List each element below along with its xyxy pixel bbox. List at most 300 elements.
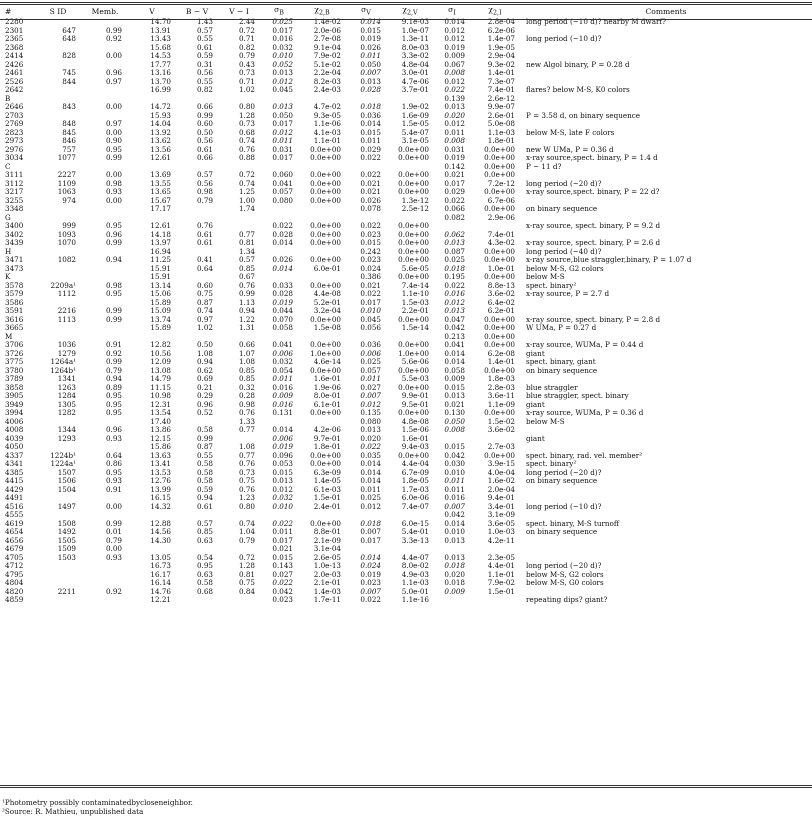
- cell-chi-b: 0.0e+00: [310, 187, 341, 197]
- cell-sid: 1505: [57, 535, 76, 545]
- cell-chi-v: 4.8e-08: [401, 416, 429, 426]
- cell-memb: 0.91: [105, 340, 122, 350]
- cell-number: H: [5, 246, 12, 256]
- cell-sid: 1264a¹: [50, 357, 76, 367]
- cell-v-i: 0.68: [238, 127, 255, 137]
- cell-chi-v: 2.2e-01: [401, 306, 429, 316]
- cell-chi-b: 2.0e-06: [313, 25, 341, 35]
- cell-chi-v: 0.0e+00: [398, 365, 429, 375]
- cell-memb: 0.00: [105, 501, 122, 511]
- cell-comment: flares? below M-S, K0 colors: [526, 85, 630, 95]
- cell-b-v: 0.97: [196, 314, 213, 324]
- cell-comment: giant: [526, 433, 545, 443]
- cell-chi-b: 2.6e-05: [313, 552, 341, 562]
- cell-number: 4656: [5, 535, 24, 545]
- cell-sigma-i: 0.022: [444, 195, 465, 205]
- cell-memb: 0.92: [105, 586, 122, 596]
- cell-b-v: 0.95: [196, 561, 213, 571]
- cell-sigma-b: 0.022: [272, 518, 293, 528]
- cell-sigma-b: 0.057: [272, 187, 293, 197]
- cell-sigma-b: 0.054: [272, 365, 293, 375]
- cell-chi-b: 8.2e-03: [313, 76, 341, 86]
- cell-chi-v: 4.8e-04: [401, 59, 429, 69]
- cell-v: 12.61: [150, 221, 171, 231]
- cell-v: 13.54: [150, 408, 171, 418]
- cell-chi-i: 6.4e-02: [487, 297, 515, 307]
- cell-sigma-i: 0.058: [444, 365, 465, 375]
- cell-v-i: 0.74: [238, 136, 255, 146]
- cell-comment: P ~ 11 d?: [526, 161, 562, 171]
- cell-sigma-v: 0.011: [360, 484, 381, 494]
- cell-comment: blue straggler: [526, 382, 578, 392]
- cell-sigma-i: 0.007: [444, 501, 465, 511]
- cell-sigma-b: 0.016: [272, 382, 293, 392]
- cell-v: 12.21: [150, 595, 171, 605]
- cell-chi-i: 3.9e-15: [487, 459, 515, 469]
- cell-chi-i: 0.0e+00: [484, 161, 515, 171]
- cell-number: 2703: [5, 110, 24, 120]
- cell-sigma-i: 0.067: [444, 59, 465, 69]
- cell-sigma-i: 0.014: [444, 518, 465, 528]
- cell-sigma-b: 0.022: [272, 578, 293, 588]
- cell-chi-v: 0.0e+00: [398, 340, 429, 350]
- cell-number: 4795: [5, 569, 24, 579]
- cell-memb: 0.00: [105, 170, 122, 180]
- cell-b-v: 0.58: [196, 459, 213, 469]
- cell-number: 2301: [5, 25, 24, 35]
- cell-memb: 0.99: [105, 314, 122, 324]
- cell-sigma-i: 0.008: [444, 68, 465, 78]
- cell-sigma-v: 0.024: [360, 561, 381, 571]
- cell-sigma-b: 0.042: [272, 586, 293, 596]
- cell-v-i: 1.25: [238, 187, 255, 197]
- cell-v-i: 1.22: [238, 314, 255, 324]
- cell-chi-i: 2.6e-12: [487, 93, 515, 103]
- cell-sid: 2211: [57, 586, 76, 596]
- cell-chi-i: 7.3e-07: [487, 76, 515, 86]
- cell-comment: long period (~40 d)?: [526, 246, 602, 256]
- cell-memb: 0.97: [105, 76, 122, 86]
- cell-sigma-b: 0.045: [272, 85, 293, 95]
- cell-memb: [82, 596, 128, 605]
- cell-chi-v: 9.9e-01: [401, 391, 429, 401]
- cell-b-v: 0.76: [196, 221, 213, 231]
- cell-chi-v: 0.0e+00: [398, 408, 429, 418]
- cell-b-v: 0.59: [196, 51, 213, 61]
- cell-memb: 0.95: [105, 144, 122, 154]
- cell-chi-b: 0.0e+00: [310, 280, 341, 290]
- cell-number: 4712: [5, 561, 24, 571]
- cell-number: 4039: [5, 433, 24, 443]
- cell-sigma-v: 0.011: [360, 51, 381, 61]
- cell-sigma-b: 0.052: [272, 59, 293, 69]
- cell-number: 4429: [5, 484, 24, 494]
- cell-chi-i: 7.4e-01: [487, 229, 515, 239]
- cell-chi-b: 0.0e+00: [310, 314, 341, 324]
- cell-v-i: 0.76: [238, 144, 255, 154]
- cell-v: 10.98: [150, 391, 171, 401]
- cell-sigma-i: 0.013: [444, 391, 465, 401]
- cell-memb: 0.99: [105, 238, 122, 248]
- cell-number: 2368: [5, 42, 24, 52]
- cell-number: 4679: [5, 544, 24, 554]
- cell-chi-b: 1.0e-13: [313, 561, 341, 571]
- cell-v: 13.92: [150, 127, 171, 137]
- cell-v-i: [218, 596, 260, 605]
- cell-chi-i: 9.4e-01: [487, 493, 515, 503]
- cell-sid: [34, 205, 82, 214]
- cell-v-i: 0.85: [238, 263, 255, 273]
- cell-sigma-b: 0.016: [272, 34, 293, 44]
- cell-chi-i: 6.2e-06: [487, 25, 515, 35]
- cell-memb: 0.00: [105, 127, 122, 137]
- cell-sigma-v: 0.036: [360, 110, 381, 120]
- cell-sigma-v: 0.022: [360, 153, 381, 163]
- cell-sid: 845: [62, 127, 76, 137]
- cell-sigma-v: 0.023: [360, 229, 381, 239]
- col-b-v: B − V: [185, 6, 209, 16]
- cell-v-i: 0.73: [238, 467, 255, 477]
- cell-chi-b: 5.1e-02: [313, 59, 341, 69]
- cell-b-v: 0.60: [196, 119, 213, 129]
- cell-number: 2646: [5, 102, 24, 112]
- cell-sigma-v: 0.057: [360, 365, 381, 375]
- cell-b-v: 0.61: [196, 144, 213, 154]
- cell-chi-b: 1.5e-08: [313, 323, 341, 333]
- cell-sigma-b: 0.031: [272, 144, 293, 154]
- col-number: #: [5, 6, 12, 16]
- cell-sigma-b: 0.028: [272, 229, 293, 239]
- cell-sigma-i: 0.130: [444, 408, 465, 418]
- cell-v: 12.15: [150, 433, 171, 443]
- cell-comment: spect. binary, rad. vel. member²: [526, 450, 643, 460]
- cell-sigma-b: 0.044: [272, 306, 293, 316]
- cell-number: 4337: [5, 450, 24, 460]
- cell-chi-v: 9.4e-03: [401, 442, 429, 452]
- cell-sid: 1082: [57, 255, 76, 265]
- cell-chi-i: 3.6e-05: [487, 518, 515, 528]
- cell-b-v: 0.56: [196, 178, 213, 188]
- cell-sid: 974: [62, 195, 76, 205]
- cell-sid: 999: [62, 221, 76, 231]
- cell-chi-i: 2.9e-06: [487, 212, 515, 222]
- cell-sigma-i: 0.042: [444, 323, 465, 333]
- cell-chi-v: 6.7e-09: [401, 467, 429, 477]
- cell-number: 3775: [5, 357, 24, 367]
- cell-b-v: 0.55: [196, 34, 213, 44]
- cell-chi-b: 0.0e+00: [310, 340, 341, 350]
- cell-sigma-i: 0.062: [444, 229, 465, 239]
- cell-v: 13.63: [150, 450, 171, 460]
- cell-number: 3255: [5, 195, 24, 205]
- cell-b-v: 0.63: [196, 569, 213, 579]
- cell-v-i: 0.72: [238, 25, 255, 35]
- cell-number: 4385: [5, 467, 24, 477]
- cell-chi-i: 3.6e-11: [487, 391, 515, 401]
- cell-memb: 0.99: [105, 518, 122, 528]
- cell-number: 2365: [5, 34, 24, 44]
- cell-chi-v: 7.4e-14: [401, 280, 429, 290]
- cell-chi-i: 1.0e-01: [487, 263, 515, 273]
- cell-chi-i: 2.0e-04: [487, 484, 515, 494]
- cell-sid: 1113: [57, 314, 76, 324]
- cell-chi-b: 0.0e+00: [310, 450, 341, 460]
- cell-chi-i: 1.5e-01: [487, 586, 515, 596]
- cell-sigma-v: 0.007: [360, 68, 381, 78]
- cell-memb: 0.95: [105, 289, 122, 299]
- cell-number: 4006: [5, 416, 24, 426]
- cell-v-i: 0.88: [238, 153, 255, 163]
- cell-v-i: 1.33: [238, 416, 255, 426]
- cell-v-i: 1.28: [238, 110, 255, 120]
- cell-v: 12.61: [150, 153, 171, 163]
- cell-sigma-v: 0.022: [360, 595, 381, 605]
- cell-v-i: 1.34: [238, 246, 255, 256]
- cell-chi-v: 1.5e-03: [401, 297, 429, 307]
- cell-sigma-b: 0.060: [272, 170, 293, 180]
- cell-number: 4859: [5, 595, 24, 605]
- cell-b-v: 1.08: [196, 348, 213, 358]
- cell-comment: on binary sequence: [526, 365, 598, 375]
- cell-number: 3579: [5, 289, 24, 299]
- cell-sigma-v: 0.014: [360, 467, 381, 477]
- cell-sigma-b: 0.041: [272, 178, 293, 188]
- cell-sigma-i: 0.020: [444, 569, 465, 579]
- cell-comment: long period (~10 d)?: [526, 34, 602, 44]
- col-chi-b: $\chi_{2,B}$: [314, 5, 330, 17]
- cell-sigma-b: 0.013: [272, 476, 293, 486]
- cell-number: 3706: [5, 340, 24, 350]
- cell-comment: [520, 545, 812, 554]
- cell-sid: [34, 86, 82, 95]
- cell-comment: long period (~10 d)?: [526, 501, 602, 511]
- cell-chi-v: 0.0e+00: [398, 450, 429, 460]
- cell-sigma-b: 0.131: [272, 408, 293, 418]
- cell-memb: 0.96: [105, 229, 122, 239]
- cell-v-i: 0.71: [238, 76, 255, 86]
- cell-sigma-v: 0.021: [360, 187, 381, 197]
- cell-v: 16.17: [150, 569, 171, 579]
- cell-sigma-b: 0.058: [272, 323, 293, 333]
- cell-v-i: 0.32: [238, 382, 255, 392]
- cell-v-i: 0.73: [238, 119, 255, 129]
- footnote-1: ¹Photometry possibly contaminatedbycloseneighbor.: [2, 798, 193, 807]
- cell-b-v: 0.64: [196, 263, 213, 273]
- cell-sigma-b: 0.010: [272, 501, 293, 511]
- cell-b-v: 0.55: [196, 450, 213, 460]
- cell-chi-i: 4.4e-01: [487, 561, 515, 571]
- cell-chi-b: 0.0e+00: [310, 229, 341, 239]
- cell-sigma-i: 0.021: [444, 399, 465, 409]
- cell-number: 2426: [5, 59, 24, 69]
- cell-v-i: 0.82: [238, 42, 255, 52]
- cell-sigma-v: 0.023: [360, 578, 381, 588]
- cell-chi-i: 1.4e-07: [487, 34, 515, 44]
- cell-v-i: 1.31: [238, 323, 255, 333]
- cell-sigma-v: 0.015: [360, 238, 381, 248]
- cell-chi-v: 3.3e-13: [401, 535, 429, 545]
- cell-v: 15.06: [150, 289, 171, 299]
- cell-sigma-v: 0.014: [360, 552, 381, 562]
- cell-v: 16.15: [150, 493, 171, 503]
- cell-sid: 1504: [57, 484, 76, 494]
- col-sigma-b: $\sigma_B$: [274, 5, 284, 17]
- cell-sigma-i: 0.018: [444, 263, 465, 273]
- cell-sid: 2216: [57, 306, 76, 316]
- cell-sigma-v: 0.026: [360, 195, 381, 205]
- cell-chi-v: 1.6e-01: [401, 433, 429, 443]
- cell-number: 2526: [5, 76, 24, 86]
- cell-sigma-v: 0.006: [360, 348, 381, 358]
- cell-number: 3112: [5, 178, 24, 188]
- cell-number: 2973: [5, 136, 24, 146]
- cell-sigma-i: 0.012: [444, 297, 465, 307]
- cell-chi-i: 2.9e-04: [487, 51, 515, 61]
- cell-memb: 0.86: [105, 459, 122, 469]
- cell-v-i: 0.73: [238, 68, 255, 78]
- cell-v-i: 1.07: [238, 348, 255, 358]
- cell-sigma-v: 0.014: [360, 17, 381, 27]
- cell-chi-v: 0.0e+00: [398, 314, 429, 324]
- cell-comment: new W UMa, P = 0.36 d: [526, 144, 614, 154]
- cell-chi-i: 9.3e-02: [487, 59, 515, 69]
- cell-chi-v: 3.0e-01: [401, 68, 429, 78]
- cell-sigma-i: [434, 596, 470, 605]
- cell-v: 13.43: [150, 34, 171, 44]
- cell-chi-v: 0.0e+00: [398, 255, 429, 265]
- cell-sigma-v: 0.242: [360, 246, 381, 256]
- cell-number: 3348: [5, 204, 24, 214]
- cell-sid: 757: [62, 144, 76, 154]
- cell-sid: 1284: [57, 391, 76, 401]
- cell-sigma-i: 0.018: [444, 578, 465, 588]
- cell-sigma-i: 0.013: [444, 102, 465, 112]
- cell-v: 13.53: [150, 467, 171, 477]
- cell-sigma-v: 0.015: [360, 127, 381, 137]
- cell-v-i: 1.13: [238, 297, 255, 307]
- cell-chi-b: 4.6e-14: [313, 357, 341, 367]
- cell-chi-b: 0.0e+00: [310, 459, 341, 469]
- cell-sigma-b: 0.096: [272, 450, 293, 460]
- cell-sid: 1063: [57, 187, 76, 197]
- footnotes: [2, 798, 193, 816]
- cell-b-v: 0.87: [196, 297, 213, 307]
- cell-chi-b: 2.1e-01: [313, 578, 341, 588]
- cell-sigma-v: 0.007: [360, 527, 381, 537]
- cell-v: 11.25: [150, 255, 171, 265]
- cell-comment: spect. binary²: [526, 459, 577, 469]
- cell-chi-i: 0.0e+00: [484, 255, 515, 265]
- cell-v-i: 1.23: [238, 493, 255, 503]
- cell-b-v: 0.52: [196, 408, 213, 418]
- cell-sigma-b: 0.023: [272, 595, 293, 605]
- cell-number: 4654: [5, 527, 24, 537]
- cell-comment: below M-S, G2 colors: [526, 263, 604, 273]
- cell-chi-v: 3.7e-01: [401, 85, 429, 95]
- cell-sigma-i: 0.041: [444, 340, 465, 350]
- cell-chi-b: 0.0e+00: [310, 153, 341, 163]
- cell-sigma-b: 0.012: [272, 484, 293, 494]
- cell-number: B: [5, 93, 11, 103]
- cell-memb: [82, 571, 128, 580]
- cell-chi-b: 1.9e-06: [313, 382, 341, 392]
- cell-chi-b: 8.8e-01: [313, 527, 341, 537]
- cell-sigma-i: 0.009: [444, 586, 465, 596]
- cell-number: 2976: [5, 144, 24, 154]
- cell-v-i: 0.28: [238, 391, 255, 401]
- cell-sigma-i: 0.008: [444, 136, 465, 146]
- cell-comment: below M-S, G0 colors: [526, 578, 604, 588]
- cell-comment: giant: [526, 348, 545, 358]
- cell-number: 4555: [5, 510, 24, 520]
- cell-sigma-b: 0.021: [272, 544, 293, 554]
- cell-sigma-v: 0.050: [360, 59, 381, 69]
- cell-v-i: 1.04: [238, 527, 255, 537]
- cell-chi-v: 1.5e-14: [401, 323, 429, 333]
- cell-number: 2823: [5, 127, 24, 137]
- col-memb: Memb.: [91, 6, 119, 16]
- cell-chi-b: 6.0e-01: [313, 263, 341, 273]
- cell-v-i: 0.66: [238, 340, 255, 350]
- cell-sigma-i: 0.014: [444, 348, 465, 358]
- cell-sigma-i: 0.195: [444, 272, 465, 282]
- cell-v: 14.32: [150, 501, 171, 511]
- cell-sigma-i: 0.014: [444, 17, 465, 27]
- cell-sigma-v: 0.056: [360, 323, 381, 333]
- cell-sigma-v: 0.024: [360, 263, 381, 273]
- cell-v-i: 0.74: [238, 518, 255, 528]
- cell-chi-i: 1.4e-01: [487, 68, 515, 78]
- cell-chi-i: 0.0e+00: [484, 340, 515, 350]
- cell-number: 2461: [5, 68, 24, 78]
- cell-v-i: 1.28: [238, 561, 255, 571]
- cell-sigma-b: 0.016: [272, 399, 293, 409]
- cell-b-v: 0.61: [196, 238, 213, 248]
- cell-comment: [520, 426, 812, 435]
- cell-memb: 0.92: [105, 348, 122, 358]
- cell-chi-i: 0.0e+00: [484, 187, 515, 197]
- cell-b-v: 0.94: [196, 493, 213, 503]
- cell-sid: 745: [62, 68, 76, 78]
- cell-v: 13.91: [150, 25, 171, 35]
- cell-chi-b: 9.1e-04: [313, 42, 341, 52]
- cell-sigma-b: 0.009: [272, 391, 293, 401]
- cell-sigma-i: 0.016: [444, 289, 465, 299]
- cell-sigma-v: 0.078: [360, 204, 381, 214]
- cell-memb: [82, 205, 128, 214]
- cell-b-v: 0.57: [196, 170, 213, 180]
- cell-comment: below M-S, late F colors: [526, 127, 615, 137]
- cell-chi-b: 6.3e-09: [313, 467, 341, 477]
- cell-sigma-v: 0.021: [360, 178, 381, 188]
- cell-sigma-i: 0.013: [444, 306, 465, 316]
- cell-comment: x-ray source, spect. binary, P = 2.8 d: [526, 314, 661, 324]
- cell-v: 14.72: [150, 102, 171, 112]
- cell-sigma-b: 0.006: [272, 433, 293, 443]
- cell-chi-v: 9.5e-01: [401, 399, 429, 409]
- cell-sigma-i: 0.009: [444, 51, 465, 61]
- cell-b-v: 0.61: [196, 501, 213, 511]
- cell-sigma-i: 0.019: [444, 153, 465, 163]
- cell-chi-i: 0.0e+00: [484, 450, 515, 460]
- cell-number: 3111: [5, 170, 24, 180]
- cell-chi-i: 1.4e-01: [487, 357, 515, 367]
- cell-sigma-v: 0.080: [360, 416, 381, 426]
- cell-v-i: 0.77: [238, 425, 255, 435]
- cell-memb: 0.95: [105, 408, 122, 418]
- cell-v-i: 0.76: [238, 280, 255, 290]
- cell-sigma-b: 0.015: [272, 552, 293, 562]
